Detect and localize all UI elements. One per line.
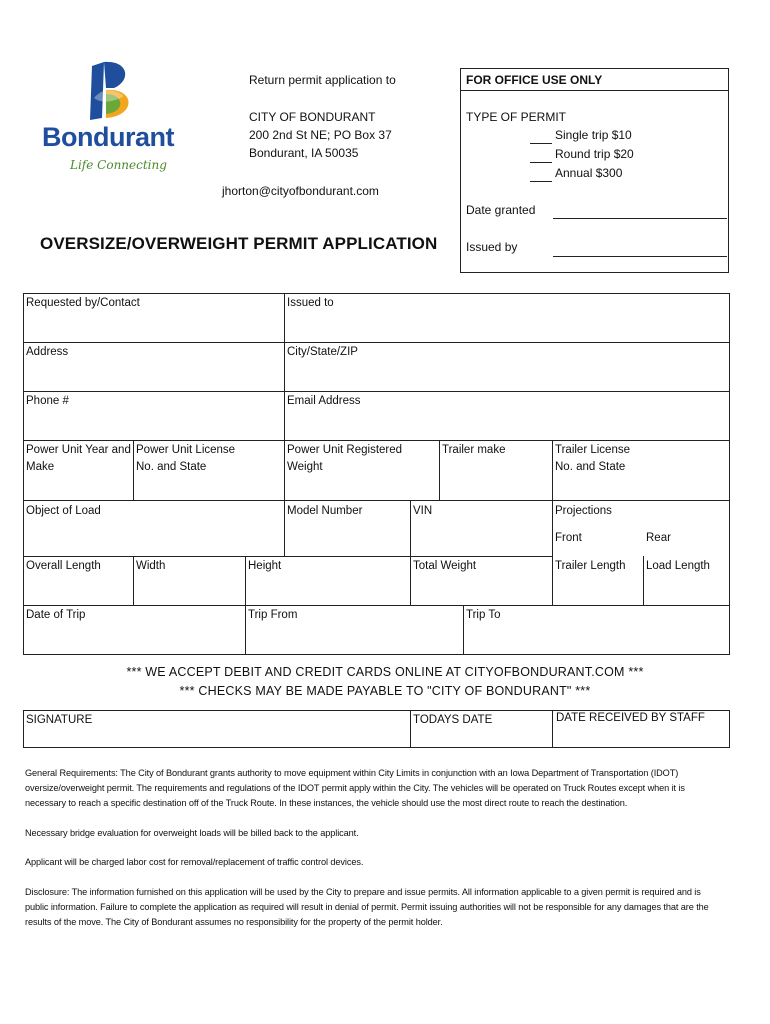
todays-date-label: TODAYS DATE <box>413 714 493 726</box>
check-payment-notice: *** CHECKS MAY BE MADE PAYABLE TO "CITY OF BONDURANT" *** <box>179 684 591 698</box>
height-field[interactable] <box>248 558 408 604</box>
trailer-license-label-2: No. and State <box>555 461 626 473</box>
power-unit-weight-label-2: Weight <box>287 461 323 473</box>
city-name: CITY OF BONDURANT <box>249 110 376 124</box>
date-received-field[interactable] <box>556 710 728 746</box>
trailer-length-label: Trailer Length <box>555 560 626 572</box>
front-projection-label: Front <box>555 532 582 544</box>
todays-date-field[interactable] <box>413 712 550 746</box>
model-number-field[interactable] <box>287 503 408 555</box>
signature-field[interactable] <box>26 712 408 746</box>
requested-by-label: Requested by/Contact <box>26 297 140 309</box>
date-granted-field[interactable] <box>553 218 727 219</box>
trip-from-label: Trip From <box>248 609 298 621</box>
trip-to-field[interactable] <box>466 607 727 653</box>
labor-cost-note: Applicant will be charged labor cost for removal/replacement of traffic control devices. <box>25 857 364 867</box>
signature-label: SIGNATURE <box>26 714 93 726</box>
overall-length-field[interactable] <box>26 558 131 604</box>
logo-wordmark: Bondurant <box>42 122 174 152</box>
power-unit-license-label-1: Power Unit License <box>136 444 236 456</box>
power-unit-year-make-label-1: Power Unit Year and <box>26 444 131 456</box>
vin-label: VIN <box>413 505 433 517</box>
phone-field[interactable] <box>26 393 282 439</box>
disclosure: Disclosure: The information furnished on this application will be used by the City to prepare and issue permits. All information applicable to a given permit is required and is public information. Failure to complete the application as required will result in denial of permit. Permit issuing authorities will not be responsible for any damages that are the results of the move. The City of Bondurant assumes no responsibility for the property of the permit holder. <box>25 887 709 927</box>
issued-to-field[interactable] <box>287 295 727 341</box>
overall-length-label: Overall Length <box>26 560 101 572</box>
trip-from-field[interactable] <box>248 607 461 653</box>
round-trip-option: Round trip $20 <box>555 147 634 161</box>
return-line: Return permit application to <box>249 73 396 87</box>
logo-tagline: Life Connecting <box>70 158 167 172</box>
office-divider <box>460 90 729 91</box>
issued-to-label: Issued to <box>287 297 334 309</box>
annual-blank[interactable] <box>530 181 552 182</box>
address-field[interactable] <box>26 344 282 390</box>
total-weight-label: Total Weight <box>413 560 477 572</box>
single-trip-blank[interactable] <box>530 143 552 144</box>
city-state-zip-field[interactable] <box>287 344 727 390</box>
office-heading: FOR OFFICE USE ONLY <box>466 73 603 87</box>
requested-by-field[interactable] <box>26 295 282 341</box>
power-unit-weight-field[interactable] <box>287 442 437 499</box>
height-label: Height <box>248 560 282 572</box>
power-unit-license-label-2: No. and State <box>136 461 207 473</box>
width-field[interactable] <box>136 558 243 604</box>
city-state-zip-label: City/State/ZIP <box>287 346 358 358</box>
trailer-make-field[interactable] <box>442 442 550 499</box>
bridge-evaluation-note: Necessary bridge evaluation for overweight loads will be billed back to the applicant. <box>25 828 359 838</box>
width-label: Width <box>136 560 166 572</box>
power-unit-weight-label-1: Power Unit Registered <box>287 444 403 456</box>
trailer-length-field[interactable] <box>555 558 641 604</box>
power-unit-year-make-label-2: Make <box>26 461 55 473</box>
city-logo <box>40 58 190 183</box>
email-label: Email Address <box>287 395 361 407</box>
issued-by-label: Issued by <box>466 240 518 254</box>
trailer-license-label-1: Trailer License <box>555 444 630 456</box>
email-field[interactable] <box>287 393 727 439</box>
object-of-load-field[interactable] <box>26 503 282 555</box>
address-line-1: 200 2nd St NE; PO Box 37 <box>249 128 392 142</box>
issued-by-field[interactable] <box>553 256 727 257</box>
annual-option: Annual $300 <box>555 166 623 180</box>
total-weight-field[interactable] <box>413 558 550 604</box>
rear-projection-label: Rear <box>646 532 671 544</box>
trailer-license-field[interactable] <box>555 442 727 499</box>
date-granted-label: Date granted <box>466 203 536 217</box>
round-trip-blank[interactable] <box>530 162 552 163</box>
permit-type-label: TYPE OF PERMIT <box>466 110 567 124</box>
card-payment-notice: *** WE ACCEPT DEBIT AND CREDIT CARDS ONLINE AT CITYOFBONDURANT.COM *** <box>126 665 644 679</box>
single-trip-option: Single trip $10 <box>555 128 632 142</box>
power-unit-license-field[interactable] <box>136 442 282 499</box>
trailer-make-label: Trailer make <box>442 444 506 456</box>
general-requirements: General Requirements: The City of Bondurant grants authority to move equipment within City Limits in conjunction with an Iowa Department of Transportation (IDOT) oversize/overweight permit. The requirements and regulations of the IDOT permit apply within the City. The vehicles will be operated on Truck Routes except when it is necessary to reach a specific destination off of the Truck Route. In these instances, the vehicle should use the most direct route to reach the destination. <box>25 768 685 808</box>
trip-to-label: Trip To <box>466 609 501 621</box>
contact-email: jhorton@cityofbondurant.com <box>222 184 379 198</box>
projections-label: Projections <box>555 505 612 517</box>
power-unit-year-make-field[interactable] <box>26 442 132 499</box>
object-of-load-label: Object of Load <box>26 505 101 517</box>
vin-field[interactable] <box>413 503 550 555</box>
date-of-trip-label: Date of Trip <box>26 609 86 621</box>
page-title: OVERSIZE/OVERWEIGHT PERMIT APPLICATION <box>40 234 438 253</box>
load-length-field[interactable] <box>646 558 727 604</box>
phone-label: Phone # <box>26 395 69 407</box>
date-of-trip-field[interactable] <box>26 607 243 653</box>
city-logo-mark <box>40 58 190 128</box>
model-number-label: Model Number <box>287 505 363 517</box>
address-label: Address <box>26 346 69 358</box>
date-received-label: DATE RECEIVED BY STAFF <box>556 712 705 724</box>
address-line-2: Bondurant, IA 50035 <box>249 146 359 160</box>
load-length-label: Load Length <box>646 560 710 572</box>
